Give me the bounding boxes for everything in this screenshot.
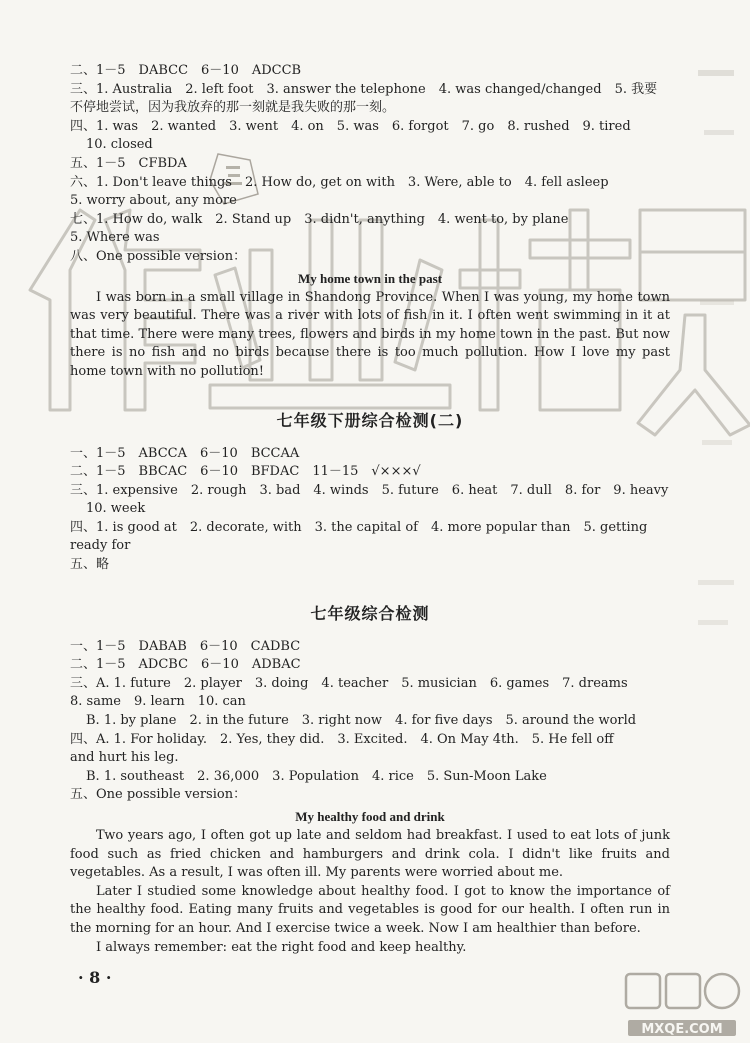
essay-title: My home town in the past (297, 270, 443, 286)
answer-row: and hurt his leg. (70, 750, 179, 766)
answer-row: 八、One possible version： (70, 248, 247, 264)
section-title: 七年级综合检测 (310, 603, 430, 623)
answer-row: 二、1－5 DABCC 6－10 ADCCB (70, 63, 302, 78)
answer-row: 七、1. How do, walk 2. Stand up 3. didn't, anything 4. went to, by plane (70, 211, 569, 227)
answer-row: 三、A. 1. future 2. player 3. doing 4. teacher 5. musician 6. games 7. dreams (70, 675, 628, 691)
answer-row: 二、1－5 BBCAC 6－10 BFDAC 11－15 √×××√ (70, 464, 421, 480)
answer-row: 一、1－5 DABAB 6－10 CADBC (70, 638, 301, 654)
answer-row: 不停地尝试，因为我放弃的那一刻就是我失败的那一刻。 (70, 100, 396, 116)
answer-row: 10. week (86, 501, 146, 517)
essay-paragraph: I always remember: eat the right food and keep healthy. (96, 939, 467, 955)
answer-row: 8. same 9. learn 10. can (70, 694, 246, 710)
answer-row: 四、1. was 2. wanted 3. went 4. on 5. was 6. forgot 7. go 8. rushed 9. tired (70, 118, 631, 134)
answer-row: 三、1. Australia 2. left foot 3. answer the telephone 4. was changed/changed 5. 我要 (70, 81, 658, 97)
answer-row: 五、One possible version： (70, 787, 247, 803)
answer-row: 五、1－5 CFBDA (70, 155, 187, 171)
section-title: 七年级下册综合检测(二) (276, 410, 464, 430)
essay-title: My healthy food and drink (295, 809, 445, 824)
essay-paragraph: I was born in a small village in Shandong Province. When I was young, my home town was very beautiful. There was a river with lots of fish in it. I often went swimming in it at that time. There were many trees, flowers and birds in my home town in the past. But now there is no fish and no birds because there is too much pollution. How I love my past home town with no pollution! (70, 289, 670, 379)
answer-row: 10. closed (86, 137, 153, 153)
answer-row: 二、1－5 ADCBC 6－10 ADBAC (70, 657, 301, 673)
page-number: · 8 · (78, 968, 112, 987)
answer-row: ready for (70, 538, 131, 554)
answer-row: 四、1. is good at 2. decorate, with 3. the capital of 4. more popular than 5. getting (70, 519, 648, 535)
answer-row: 5. Where was (70, 230, 160, 246)
essay-paragraph: Two years ago, I often got up late and seldom had breakfast. I used to eat lots of junk food such as fried chicken and hamburgers and drink cola. I didn't like fruits and vegetables. As a result, I was often ill. My parents were worried about me. (70, 828, 670, 881)
answer-row: 五、略 (70, 557, 110, 573)
answer-row: 四、A. 1. For holiday. 2. Yes, they did. 3. Excited. 4. On May 4th. 5. He fell off (70, 731, 614, 747)
answer-row: 一、1－5 ABCCA 6－10 BCCAA (70, 445, 300, 461)
corner-watermark-logo (618, 968, 746, 1043)
bleed-through-marks (694, 60, 744, 660)
answer-row: B. 1. southeast 2. 36,000 3. Population 4. rice 5. Sun-Moon Lake (86, 768, 547, 784)
answer-row: 三、1. expensive 2. rough 3. bad 4. winds 5. future 6. heat 7. dull 8. for 9. heavy (70, 482, 669, 498)
essay-paragraph: Later I studied some knowledge about healthy food. I got to know the importance of the healthy food. Eating many fruits and vegetables is good for our health. I often run in the morning for an hour. And I exercise twice a week. Now I am healthier than before. (70, 883, 670, 936)
answer-row: 六、1. Don't leave things 2. How do, get on with 3. Were, able to 4. fell asleep (70, 174, 609, 190)
answer-content (70, 62, 670, 957)
answer-row: 5. worry about, any more (70, 193, 237, 209)
answer-row: B. 1. by plane 2. in the future 3. right now 4. for five days 5. around the world (86, 713, 637, 729)
corner-logo-url: MXQE.COM (641, 1022, 723, 1037)
